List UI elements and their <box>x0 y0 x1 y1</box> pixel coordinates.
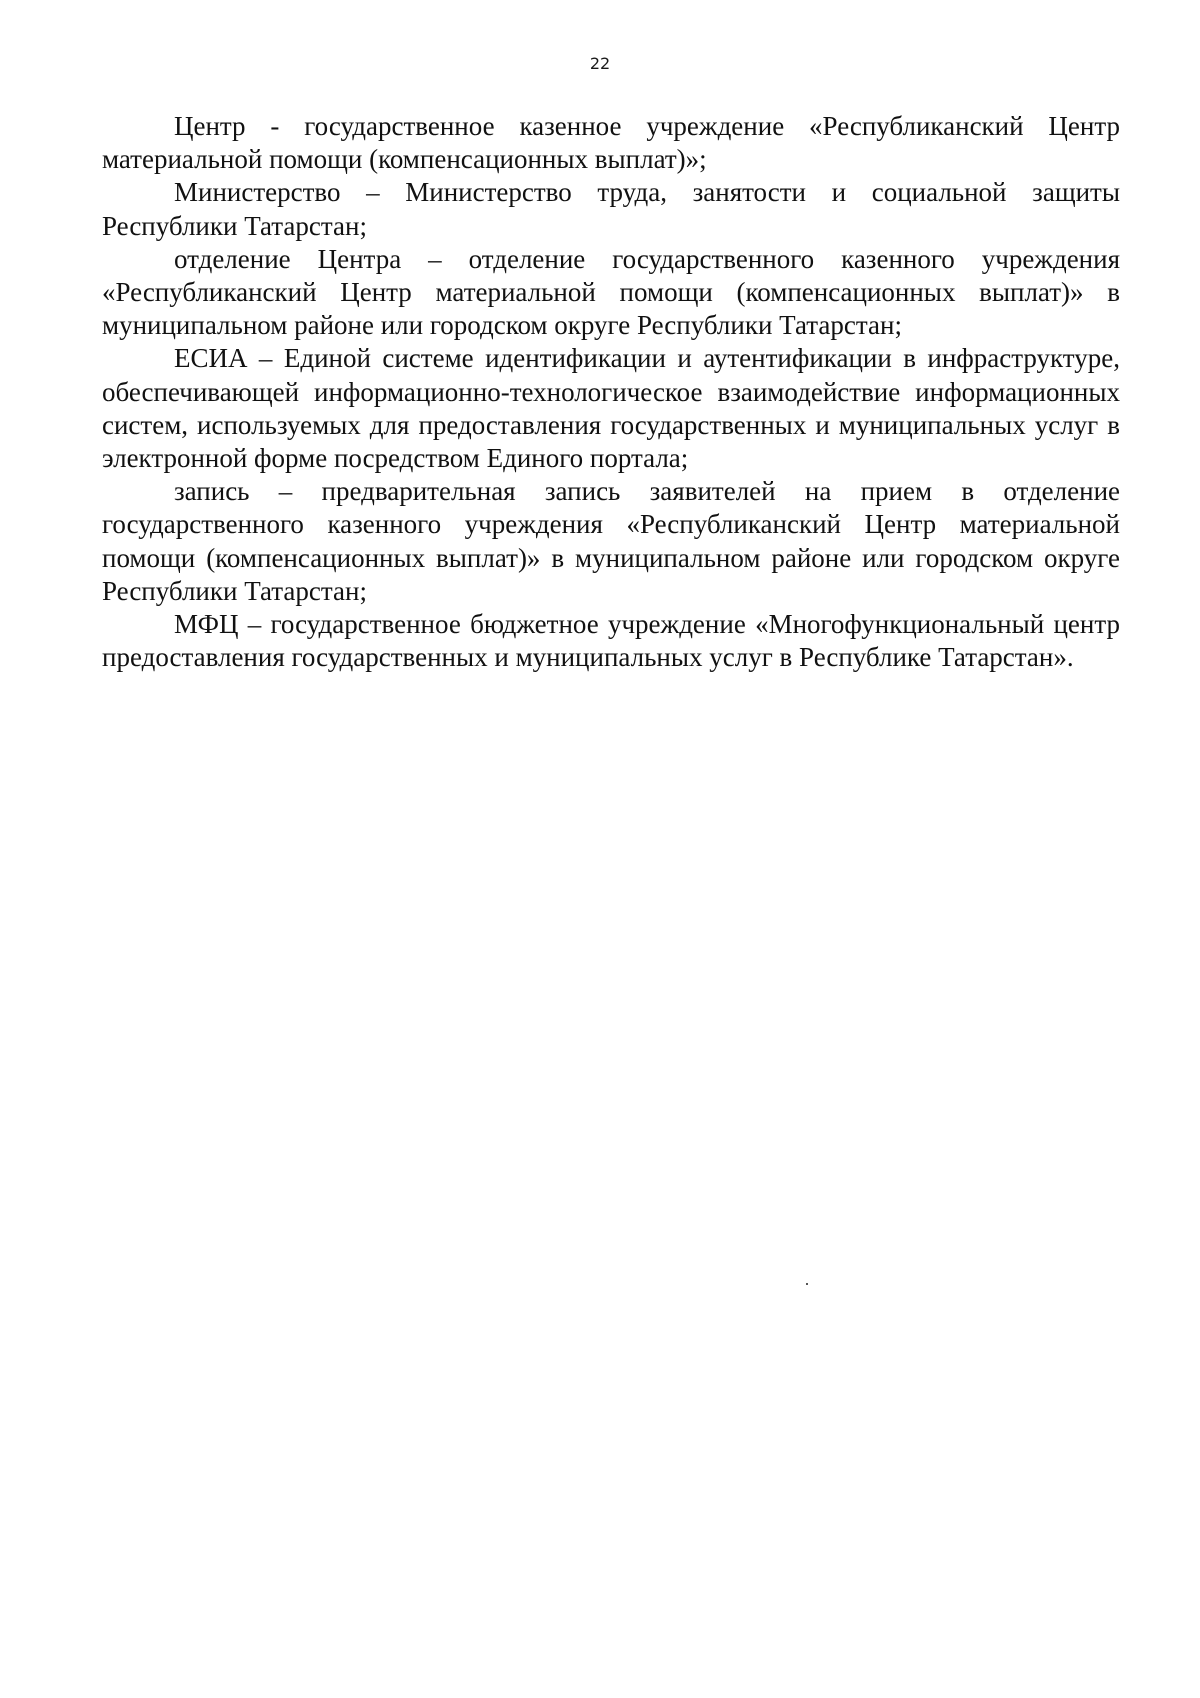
definition-appointment: запись – предварительная запись заявителей на прием в отделение государственного казенного учреждения «Республиканский Центр материальной помощи (компенсационных выплат)» в муниципальном районе или городском округе Республики Татарстан; <box>102 476 1120 606</box>
scan-speck <box>806 1283 808 1285</box>
definition-center: Центр - государственное казенное учреждение «Республиканский Центр материальной помощи (компенсационных выплат)»; <box>102 111 1120 175</box>
definition-mfc: МФЦ – государственное бюджетное учреждение «Многофункциональный центр предоставления государственных и муниципальных услуг в Республике Татарстан». <box>102 609 1120 673</box>
document-body <box>102 110 1120 674</box>
definition-ministry: Министерство – Министерство труда, занятости и социальной защиты Республики Татарстан; <box>102 177 1120 241</box>
page-number: 22 <box>589 54 611 73</box>
definition-esia: ЕСИА – Единой системе идентификации и аутентификации в инфраструктуре, обеспечивающей информационно-технологическое взаимодействие информационных систем, используемых для предоставления государственных и муниципальных услуг в электронной форме посредством Единого портала; <box>102 343 1120 474</box>
definition-center-branch: отделение Центра – отделение государственного казенного учреждения «Республиканский Центр материальной помощи (компенсационных выплат)» в муниципальном районе или городском округе Республики Татарстан; <box>102 243 1120 341</box>
